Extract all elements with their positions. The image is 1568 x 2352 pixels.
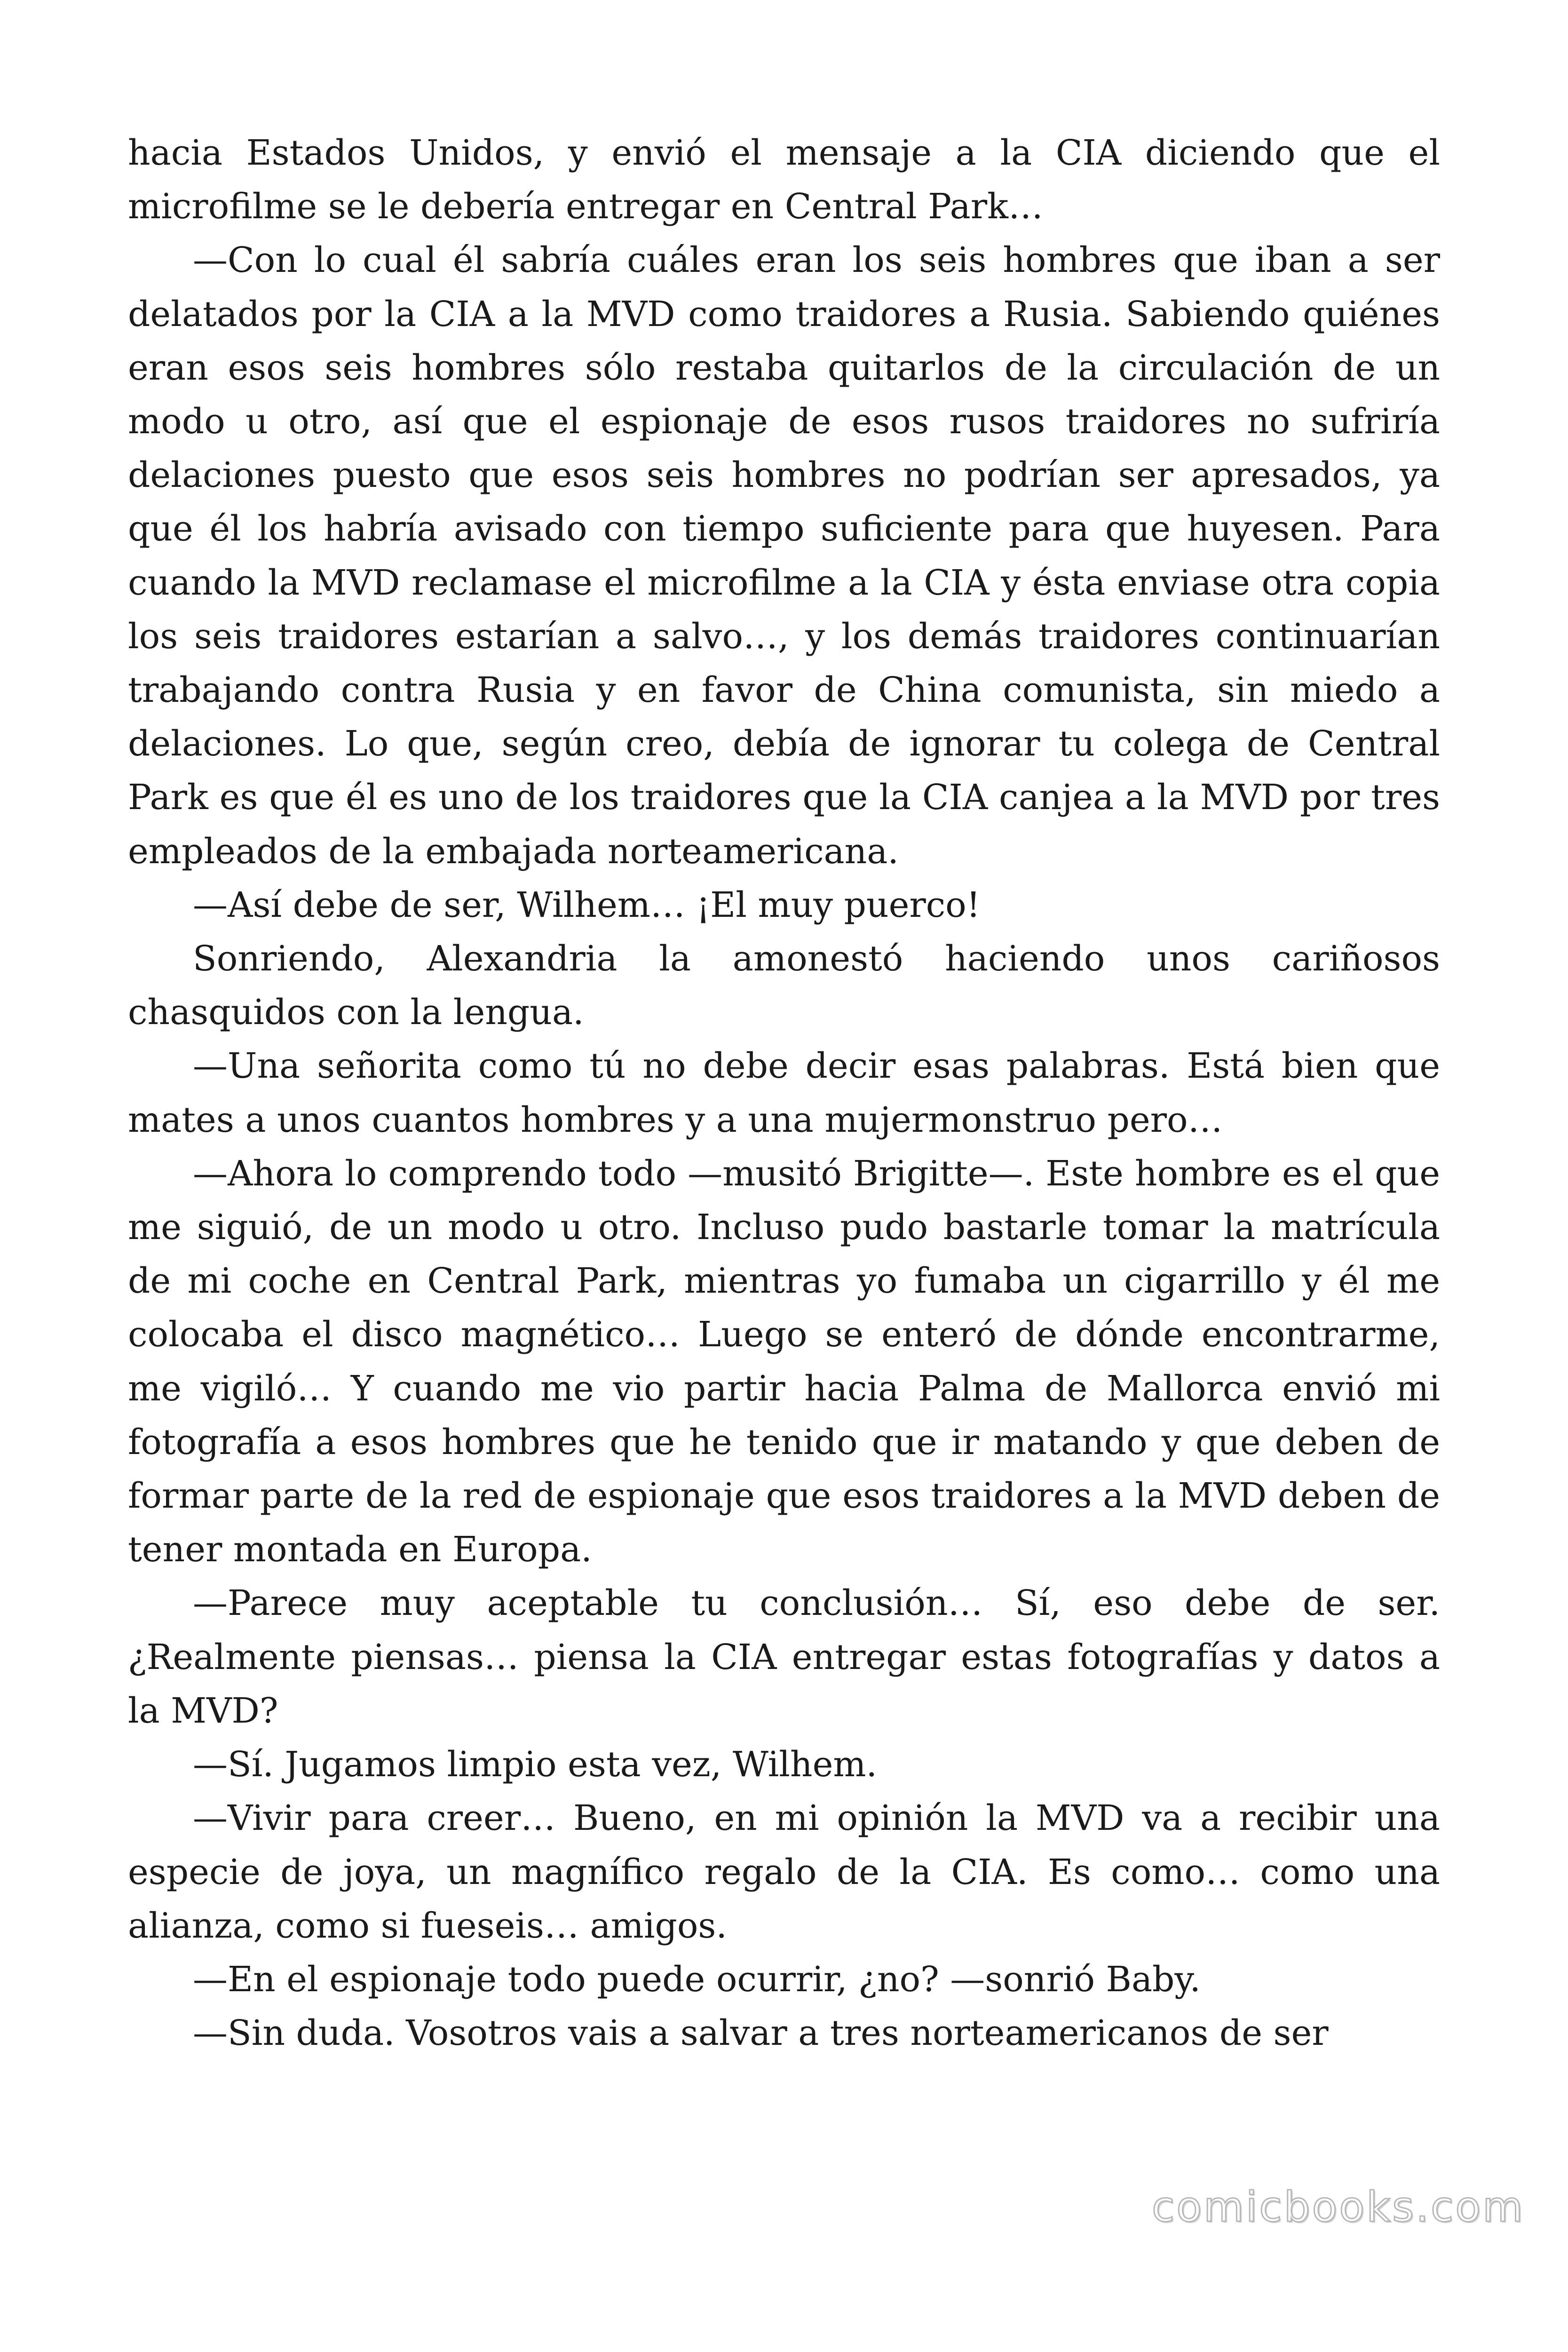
- paragraph: —Así debe de ser, Wilhem… ¡El muy puerco!: [193, 884, 981, 925]
- paragraph: hacia Estados Unidos, y envió el mensaje a la CIA diciendo que el microfilme se le debería entregar en Central Park…: [128, 133, 1440, 227]
- body-text: [128, 126, 1440, 2060]
- paragraph: —En el espionaje todo puede ocurrir, ¿no? —sonrió Baby.: [193, 1959, 1201, 2000]
- paragraph: —Con lo cual él sabría cuáles eran los seis hombres que iban a ser delatados por la CIA a la MVD como traidores a Rusia. Sabiendo quiénes eran esos seis hombres sólo restaba quitarlos de la circulación de un modo u otro, así que el espionaje de esos rusos traidores no sufriría delaciones puesto que esos seis hombres no podrían ser apresados, ya que él los habría avisado con tiempo suficiente para que huyesen. Para cuando la MVD reclamase el microfilme a la CIA y ésta enviase otra copia los seis traidores estarían a salvo…, y los demás traidores continuarían trabajando contra Rusia y en favor de China comunista, sin miedo a delaciones. Lo que, según creo, debía de ignorar tu colega de Central Park es que él es uno de los traidores que la CIA canjea a la MVD por tres empleados de la embajada norteamericana.: [128, 240, 1440, 872]
- paragraph: —Sin duda. Vosotros vais a salvar a tres norteamericanos de ser: [193, 2013, 1329, 2054]
- watermark: comicbooks.com: [1151, 2183, 1525, 2231]
- paragraph: —Una señorita como tú no debe decir esas palabras. Está bien que mates a unos cuantos hombres y a una mujermonstruo pero…: [128, 1046, 1440, 1140]
- paragraph: Sonriendo, Alexandria la amonestó haciendo unos cariñosos chasquidos con la lengua.: [128, 938, 1440, 1033]
- paragraph: —Sí. Jugamos limpio esta vez, Wilhem.: [193, 1744, 878, 1785]
- paragraph: —Parece muy aceptable tu conclusión… Sí, eso debe de ser. ¿Realmente piensas… piensa la CIA entregar estas fotografías y datos a la MVD?: [128, 1583, 1440, 1731]
- paragraph: —Ahora lo comprendo todo —musitó Brigitte—. Este hombre es el que me siguió, de un modo u otro. Incluso pudo bastarle tomar la matrícula de mi coche en Central Park, mientras yo fumaba un cigarrillo y él me colocaba el disco magnético… Luego se enteró de dónde encontrarme, me vigiló… Y cuando me vio partir hacia Palma de Mallorca envió mi fotografía a esos hombres que he tenido que ir matando y que deben de formar parte de la red de espionaje que esos traidores a la MVD deben de tener montada en Europa.: [128, 1153, 1440, 1570]
- paragraph: —Vivir para creer… Bueno, en mi opinión la MVD va a recibir una especie de joya, un magnífico regalo de la CIA. Es como… como una alianza, como si fueseis… amigos.: [128, 1798, 1440, 1946]
